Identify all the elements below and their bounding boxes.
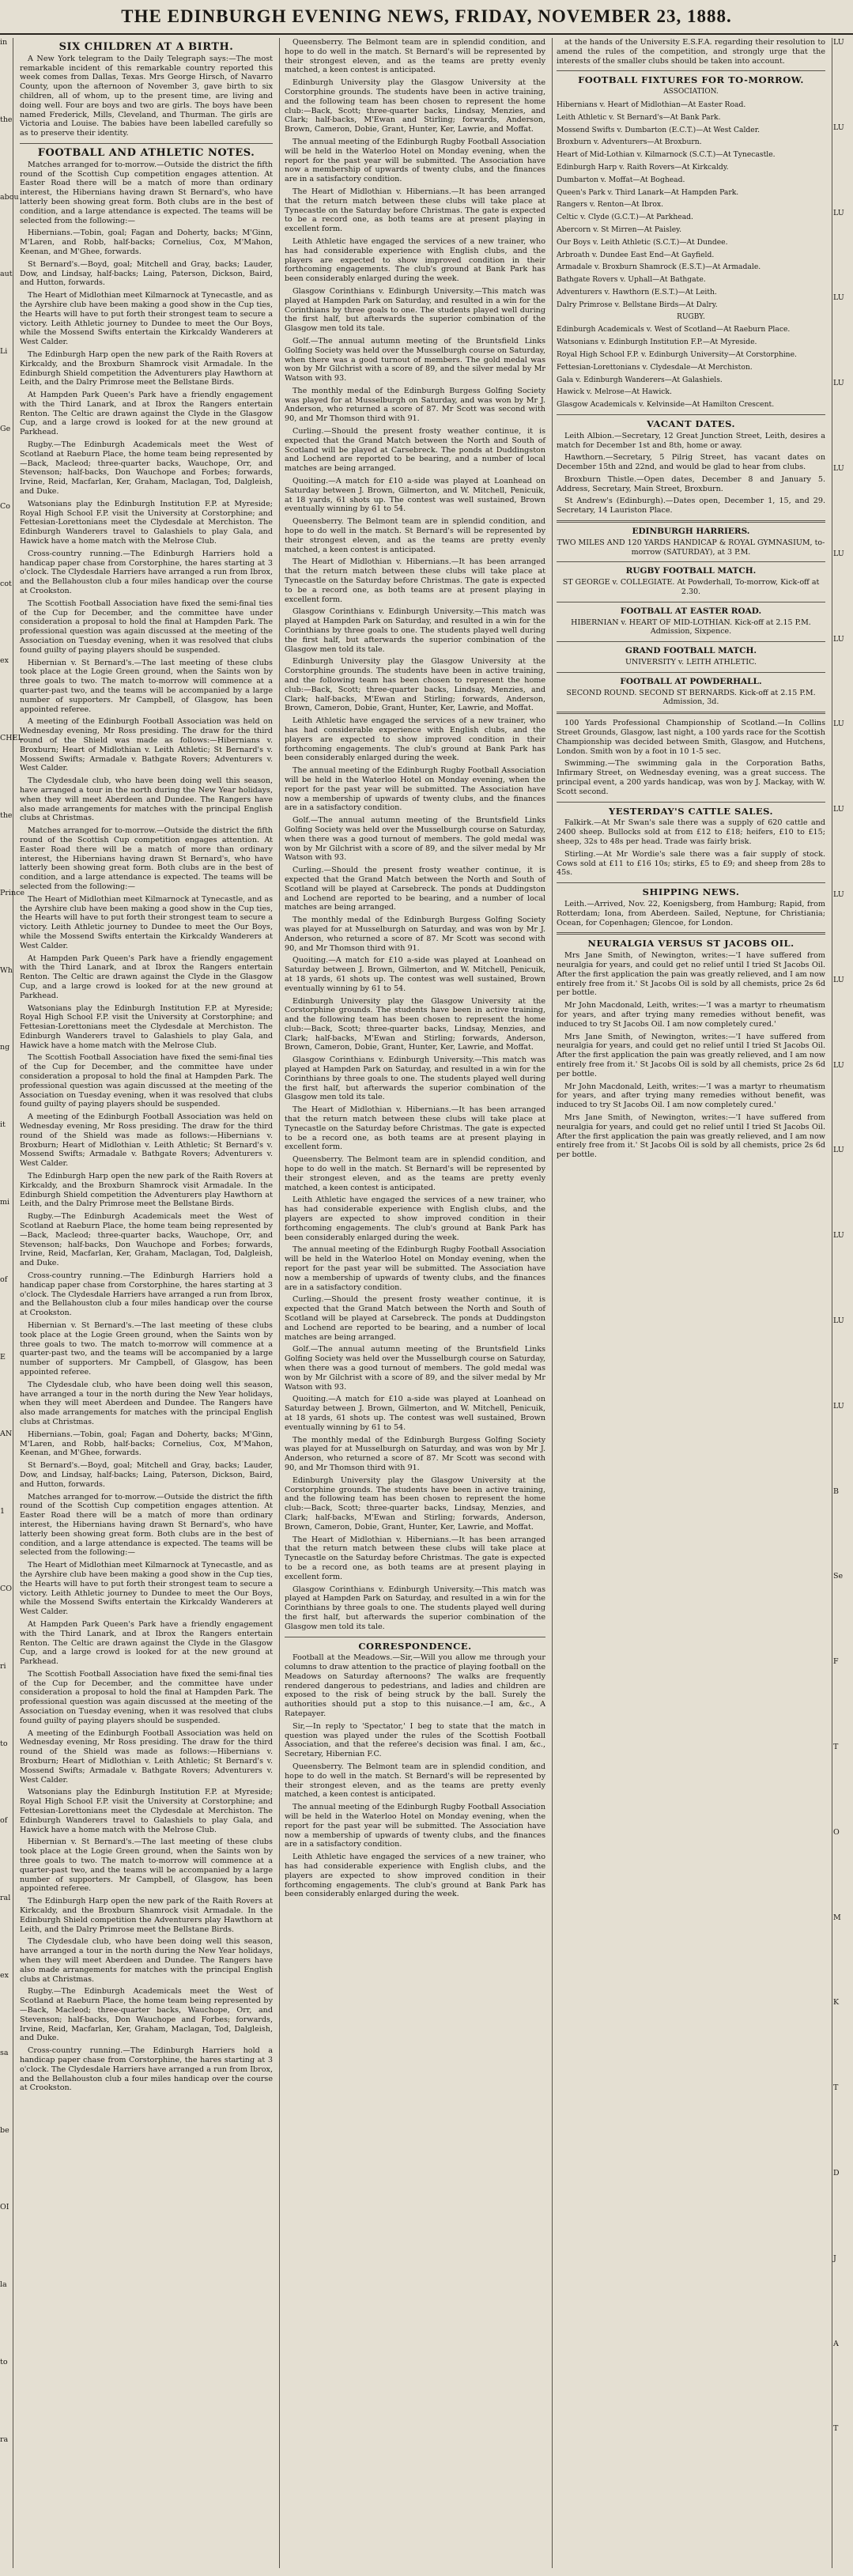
letter-paragraph: Football at the Meadows.—Sir,—Will you allow me through your columns to draw attention to the practice of playing football on the Meadows on Saturday afternoons? The walks are frequently rendered dangerous to pedestrians, and ladies and children are exposed to the risk of being struck by the ball. Surely the authorities should put a stop to this nuisance.—I am, &c., A Ratepayer.	[285, 1653, 545, 1719]
article-paragraph: At Hampden Park Queen's Park have a friendly engagement with the Third Lanark, and at Ibrox the Rangers entertain Renton. The Celtic are drawn against the Clyde in the Glasgow Cup, and a large crowd is looked for at the new ground at Parkhead.	[20, 954, 273, 1000]
rugby-fixture-line: Royal High School F.P. v. Edinburgh University—At Corstorphine.	[557, 349, 797, 359]
article-paragraph: The Heart of Midlothian meet Kilmarnock at Tynecastle, and as the Ayrshire club have been making a good show in the Cup ties, the Hearts will have to put forth their strongest team to secure a victory. Leith Athletic journey to Dundee to meet the Our Boys, while the Mossend Swifts entertain the Kirkcaldy Wanderers at West Calder.	[20, 291, 273, 347]
right-edge-fragment: T	[833, 1742, 839, 1751]
article-paragraph: St Bernard's.—Boyd, goal; Mitchell and Gray, backs; Lauder, Dow, and Lindsay, half-backs; Laing, Paterson, Dickson, Baird, and Hutton, forwards.	[20, 1461, 273, 1489]
headline-neuralgia: NEURALGIA VERSUS ST JACOBS OIL.	[587, 938, 794, 950]
article-paragraph: Glasgow Corinthians v. Edinburgh University.—This match was played at Hampden Park on Saturday, and resulted in a win for the Corinthians by three goals to one. The students played well during the first half, but afterwards the superior combination of the Glasgow men told its tale.	[285, 1585, 545, 1631]
article-paragraph: Watsonians play the Edinburgh Institution F.P. at Myreside; Royal High School F.P. visit the University at Corstorphine; and Fettesian-Lorettonians meet the Clydesdale at Merchiston. The Edinburgh Wanderers travel to Galashiels to play Gala, and Hawick have a home match with the Melrose Club.	[20, 499, 273, 546]
column-2	[285, 38, 553, 2568]
article-paragraph: Queensberry. The Belmont team are in splendid condition, and hope to do well in the match. St Bernard's will be represented by their strongest eleven, and as the teams are pretty evenly matched, a keen contest is anticipated.	[285, 1762, 545, 1800]
article-paragraph: The Heart of Midlothian meet Kilmarnock at Tynecastle, and as the Ayrshire club have been making a good show in the Cup ties, the Hearts will have to put forth their strongest team to secure a victory. Leith Athletic journey to Dundee to meet the Our Boys, while the Mossend Swifts entertain the Kirkcaldy Wanderers at West Calder.	[20, 1561, 273, 1617]
article-paragraph: Quoiting.—A match for £10 a-side was played at Loanhead on Saturday between J. Brown, Gilmerton, and W. Mitchell, Penicuik, at 18 yards, 61 shots up. The contest was well sustained, Brown eventually winning by 61 to 54.	[285, 956, 545, 993]
right-edge-fragment: J	[833, 2253, 836, 2263]
left-edge-fragment: the	[0, 810, 13, 820]
article-paragraph: Leith Athletic have engaged the services of a new trainer, who has had considerable experience with English clubs, and the players are expected to show improved condition in their forthcoming engagements. The club's ground at Bank Park has been considerably enlarged during the week.	[285, 1195, 545, 1242]
divider	[557, 414, 825, 415]
right-edge-fragment: B	[833, 1486, 839, 1496]
rugby-fixtures-list	[557, 325, 825, 410]
advert-paragraph: Mr John Macdonald, Leith, writes:—'I was a martyr to rheumatism for years, and after trying many remedies without benefit, was induced to try St Jacobs Oil. I am now completely cured.'	[557, 1082, 825, 1110]
left-edge-fragment: AN	[0, 1430, 13, 1439]
article-paragraph: Golf.—The annual autumn meeting of the Bruntsfield Links Golfing Society was held over the Musselburgh course on Saturday, when there was a good turnout of members. The gold medal was won by Mr Gilchrist with a score of 89, and the silver medal by Mr Watson with 93.	[285, 816, 545, 863]
left-edge-fragment: ral	[0, 1894, 11, 1903]
right-edge-fragment: LU	[833, 1316, 844, 1325]
fixture-line: Our Boys v. Leith Athletic (S.C.T.)—At Dundee.	[557, 237, 728, 247]
right-edge-fragment: D	[833, 2168, 840, 2178]
article-paragraph: The Edinburgh Harp open the new park of the Raith Rovers at Kirkcaldy, and the Broxburn Shamrock visit Armadale. In the Edinburgh Shield competition the Adventurers play Hawthorn at Leith, and the Dalry Primrose meet the Bellstane Birds.	[20, 349, 273, 387]
article-paragraph: The Heart of Midlothian v. Hibernians.—It has been arranged that the return match between these clubs will take place at Tynecastle on the Saturday before Christmas. The gate is expected to be a record one, as both teams are at present playing in excellent form.	[285, 1535, 545, 1581]
article-paragraph: The annual meeting of the Edinburgh Rugby Football Association will be held in the Waterloo Hotel on Monday evening, when the report for the past year will be submitted. The Association have now a membership of upwards of twenty clubs, and the finances are in a satisfactory condition.	[285, 1245, 545, 1292]
fixture-line: Leith Athletic v. St Bernard's—At Bank Park.	[557, 112, 721, 122]
article-paragraph: At Hampden Park Queen's Park have a friendly engagement with the Third Lanark, and at Ibrox the Rangers entertain Renton. The Celtic are drawn against the Clyde in the Glasgow Cup, and a large crowd is looked for at the new ground at Parkhead.	[20, 391, 273, 437]
headline-football-notes: FOOTBALL AND ATHLETIC NOTES.	[37, 146, 255, 159]
fixture-line: Broxburn v. Adventurers—At Broxburn.	[557, 138, 702, 147]
article-paragraph: Golf.—The annual autumn meeting of the Bruntsfield Links Golfing Society was held over the Musselburgh course on Saturday, when there was a good turnout of members. The gold medal was won by Mr Gilchrist with a score of 89, and the silver medal by Mr Watson with 93.	[285, 1345, 545, 1392]
right-edge-fragment: M	[833, 1913, 841, 1922]
advert-paragraph: Mrs Jane Smith, of Newington, writes:—'I have suffered from neuralgia for years, and could get no relief until I tried St Jacobs Oil. After the first application the pain was greatly relieved, and I am now entirely free from it.' St Jacobs Oil is sold by all chemists, price 2s 6d per bottle.	[557, 951, 825, 998]
left-edge-fragment: abou	[0, 192, 19, 202]
article-paragraph: Matches arranged for to-morrow.—Outside the district the fifth round of the Scottish Cup competition engages attention. At Easter Road there will be a match of more than ordinary interest, the Hibernians having drawn St Bernard's, who have latterly been showing great form. Both clubs are in the best of condition, and a large attendance is expected. The teams will be selected from the following:—	[20, 1492, 273, 1558]
advert-powderhall-title: FOOTBALL AT POWDERHALL.	[620, 676, 762, 686]
right-edge-fragment: LU	[833, 634, 844, 644]
article-paragraph: The annual meeting of the Edinburgh Rugby Football Association will be held in the Waterloo Hotel on Monday evening, when the report for the past year will be submitted. The Association have now a membership of upwards of twenty clubs, and the finances are in a satisfactory condition.	[285, 766, 545, 813]
right-edge-fragment: T	[833, 2083, 839, 2093]
rugby-fixture-line: Glasgow Academicals v. Kelvinside—At Hamilton Crescent.	[557, 400, 775, 410]
article-paragraph: at the hands of the University E.S.F.A. regarding their resolution to amend the rules of the competition, and strongly urge that the interests of the smaller clubs should be taken into account.	[557, 38, 825, 66]
article-paragraph: Curling.—Should the present frosty weather continue, it is expected that the Grand Match between the North and South of Scotland will be played at Carsebreck. The ponds at Duddingston and Lochend are reported to be bearing, and a number of local matches are being arranged.	[285, 1295, 545, 1342]
left-edge-fragment: Prince	[0, 888, 25, 897]
article-paragraph: St Bernard's.—Boyd, goal; Mitchell and Gray, backs; Lauder, Dow, and Lindsay, half-backs; Laing, Paterson, Dickson, Baird, and Hutton, forwards.	[20, 259, 273, 288]
article-paragraph: Cross-country running.—The Edinburgh Harriers hold a handicap paper chase from Corstorphine, the hares starting at 3 o'clock. The Clydesdale Harriers have arranged a run from Ibrox, and the Bellahouston club a four miles handicap over the course at Crookston.	[20, 549, 273, 596]
left-edge-fragment: ex	[0, 1970, 9, 1980]
left-edge-fragment: ex	[0, 656, 9, 666]
advert-rugby-title: RUGBY FOOTBALL MATCH.	[625, 566, 757, 576]
right-edge-fragment: LU	[833, 1146, 844, 1155]
divider	[557, 561, 825, 562]
right-edge-fragment: LU	[833, 1231, 844, 1241]
article-paragraph: The Clydesdale club, who have been doing well this season, have arranged a tour in the north during the New Year holidays, when they will meet Aberdeen and Dundee. The Rangers have also made arrangements for matches with the principal English clubs at Christmas.	[20, 1380, 273, 1426]
article-paragraph: Glasgow Corinthians v. Edinburgh University.—This match was played at Hampden Park on Saturday, and resulted in a win for the Corinthians by three goals to one. The students played well during the first half, but afterwards the superior combination of the Glasgow men told its tale.	[285, 1056, 545, 1102]
headline-shipping: SHIPPING NEWS.	[642, 886, 740, 898]
masthead	[0, 0, 853, 35]
advert-paragraph: Mrs Jane Smith, of Newington, writes:—'I have suffered from neuralgia for years, and could get no relief until I tried St Jacobs Oil. After the first application the pain was greatly relieved, and I am now entirely free from it.' St Jacobs Oil is sold by all chemists, price 2s 6d per bottle.	[557, 1032, 825, 1078]
right-edge-fragment: T	[833, 2424, 839, 2434]
divider	[557, 641, 825, 642]
article-paragraph: The Clydesdale club, who have been doing well this season, have arranged a tour in the north during the New Year holidays, when they will meet Aberdeen and Dundee. The Rangers have also made arrangements for matches with the principal English clubs at Christmas.	[20, 776, 273, 823]
right-edge-fragment: F	[833, 1657, 839, 1667]
fixture-line: Mossend Swifts v. Dumbarton (E.C.T.)—At West Calder.	[557, 125, 761, 134]
article-paragraph: Glasgow Corinthians v. Edinburgh University.—This match was played at Hampden Park on Saturday, and resulted in a win for the Corinthians by three goals to one. The students played well during the first half, but afterwards the superior combination of the Glasgow men told its tale.	[285, 286, 545, 334]
article-paragraph: Quoiting.—A match for £10 a-side was played at Loanhead on Saturday between J. Brown, Gilmerton, and W. Mitchell, Penicuik, at 18 yards, 61 shots up. The contest was well sustained, Brown eventually winning by 61 to 54.	[285, 1395, 545, 1432]
right-edge-fragment: A	[833, 2339, 839, 2348]
left-edge-fragment: CO	[0, 1584, 13, 1593]
left-edge-fragment: to	[0, 2357, 8, 2366]
left-edge-fragment: 1	[0, 1507, 6, 1517]
article-paragraph: Cross-country running.—The Edinburgh Harriers hold a handicap paper chase from Corstorphine, the hares starting at 3 o'clock. The Clydesdale Harriers have arranged a run from Ibrox, and the Bellahouston club a four miles handicap over the course at Crookston.	[20, 1271, 273, 1318]
article-paragraph: Stirling.—At Mr Wordie's sale there was a fair supply of stock. Cows sold at £11 to £16 10s; stirks, £5 to £9; and sheep from 28s to 45s.	[557, 849, 825, 878]
right-edge-fragment: LU	[833, 1401, 844, 1411]
fixture-line: Dalry Primrose v. Bellstane Birds—At Dalry.	[557, 300, 718, 309]
column-1	[20, 38, 280, 2568]
left-edge-fragment: Co	[0, 501, 10, 511]
article-paragraph: Watsonians play the Edinburgh Institution F.P. at Myreside; Royal High School F.P. visit the University at Corstorphine; and Fettesian-Lorettonians meet the Clydesdale at Merchiston. The Edinburgh Wanderers travel to Galashiels to play Gala, and Hawick have a home match with the Melrose Club.	[20, 1003, 273, 1050]
article-paragraph: 100 Yards Professional Championship of Scotland.—In Collins Street Grounds, Glasgow, last night, a 100 yards race for the Scottish Championship was decided between Smith, Glasgow, and Hutchens, London. Smith won by a foot in 10 1-5 sec.	[557, 719, 825, 756]
headline-fixtures: FOOTBALL FIXTURES FOR TO-MORROW.	[578, 74, 804, 86]
left-edge-fragment: to	[0, 1739, 8, 1748]
advert-grand-match-title: GRAND FOOTBALL MATCH.	[625, 646, 757, 656]
article-paragraph: Edinburgh University play the Glasgow University at the Corstorphine grounds. The students have been in active training, and the following team has been chosen to represent the home club:—Back, Scott; three-quarter backs, Lindsay, Menzies, and Clark; half-backs, M'Ewan and Stirling; forwards, Anderson, Brown, Cameron, Dobie, Grant, Hunter, Ker, Lawrie, and Moffat.	[285, 1475, 545, 1532]
article-paragraph: Queensberry. The Belmont team are in splendid condition, and hope to do well in the match. St Bernard's will be represented by their strongest eleven, and as the teams are pretty evenly matched, a keen contest is anticipated.	[285, 38, 545, 75]
article-paragraph: Queensberry. The Belmont team are in splendid condition, and hope to do well in the match. St Bernard's will be represented by their strongest eleven, and as the teams are pretty evenly matched, a keen contest is anticipated.	[285, 1155, 545, 1192]
divider	[557, 802, 825, 803]
article-paragraph: The annual meeting of the Edinburgh Rugby Football Association will be held in the Waterloo Hotel on Monday evening, when the report for the past year will be submitted. The Association have now a membership of upwards of twenty clubs, and the finances are in a satisfactory condition.	[285, 137, 545, 184]
article-paragraph: Matches arranged for to-morrow.—Outside the district the fifth round of the Scottish Cup competition engages attention. At Easter Road there will be a match of more than ordinary interest, the Hibernians having drawn St Bernard's, who have latterly been showing great form. Both clubs are in the best of condition, and a large attendance is expected. The teams will be selected from the following:—	[20, 160, 273, 225]
article-paragraph: A meeting of the Edinburgh Football Association was held on Wednesday evening, Mr Ross presiding. The draw for the third round of the Shield was made as follows:—Hibernians v. Broxburn; Heart of Midlothian v. Leith Athletic; St Bernard's v. Mossend Swifts; Armadale v. Bathgate Rovers; Adventurers v. West Calder.	[20, 1112, 273, 1169]
article-paragraph: Leith Albion.—Secretary, 12 Great Junction Street, Leith, desires a match for December 1st and 8th, home or away.	[557, 431, 825, 450]
left-edge-fragment: E	[0, 1352, 6, 1362]
left-edge-column	[0, 38, 25, 2568]
right-edge-fragment: LU	[833, 208, 844, 217]
article-paragraph: Queensberry. The Belmont team are in splendid condition, and hope to do well in the match. St Bernard's will be represented by their strongest eleven, and as the teams are pretty evenly matched, a keen contest is anticipated.	[285, 517, 545, 554]
fixture-line: Rangers v. Renton—At Ibrox.	[557, 200, 664, 210]
advert-easter-road-text: HIBERNIAN v. HEART OF MID-LOTHIAN. Kick-off at 2.15 P.M. Admission, Sixpence.	[571, 618, 811, 636]
article-paragraph: A meeting of the Edinburgh Football Association was held on Wednesday evening, Mr Ross presiding. The draw for the third round of the Shield was made as follows:—Hibernians v. Broxburn; Heart of Midlothian v. Leith Athletic; St Bernard's v. Mossend Swifts; Armadale v. Bathgate Rovers; Adventurers v. West Calder.	[20, 717, 273, 773]
advert-harriers-text: TWO MILES AND 120 YARDS HANDICAP & ROYAL GYMNASIUM, to-morrow (SATURDAY), at 3 P.M.	[557, 538, 825, 557]
fixture-line: Abercorn v. St Mirren—At Paisley.	[557, 225, 682, 234]
article-paragraph: Curling.—Should the present frosty weather continue, it is expected that the Grand Match between the North and South of Scotland will be played at Carsebreck. The ponds at Duddingston and Lochend are reported to be bearing, and a number of local matches are being arranged.	[285, 427, 545, 474]
headline-correspondence: CORRESPONDENCE.	[358, 1640, 472, 1652]
fixtures-subhead-association: ASSOCIATION.	[663, 88, 719, 96]
article-paragraph: Falkirk.—At Mr Swan's sale there was a supply of 620 cattle and 2400 sheep. Bullocks sold at from £12 to £18; heifers, £10 to £15; sheep, 32s to 48s per head. Trade was fairly brisk.	[557, 818, 825, 846]
headline-vacant-dates: VACANT DATES.	[646, 417, 736, 429]
article-paragraph: Leith Athletic have engaged the services of a new trainer, who has had considerable experience with English clubs, and the players are expected to show improved condition in their forthcoming engagements. The club's ground at Bank Park has been considerably enlarged during the week.	[285, 236, 545, 284]
left-edge-fragment: ra	[0, 2434, 9, 2444]
article-paragraph: The Heart of Midlothian v. Hibernians.—It has been arranged that the return match between these clubs will take place at Tynecastle on the Saturday before Christmas. The gate is expected to be a record one, as both teams are at present playing in excellent form.	[285, 187, 545, 234]
right-edge-column	[833, 38, 853, 2568]
advert-paragraph: Mr John Macdonald, Leith, writes:—'I was a martyr to rheumatism for years, and after trying many remedies without benefit, was induced to try St Jacobs Oil. I am now completely cured.'	[557, 1001, 825, 1029]
rugby-fixture-line: Watsonians v. Edinburgh Institution F.P.—At Myreside.	[557, 338, 757, 347]
advert-grand-match-text: UNIVERSITY v. LEITH ATHLETIC.	[625, 658, 757, 667]
right-edge-fragment: Se	[833, 1572, 844, 1581]
headline-cattle-sales: YESTERDAY'S CATTLE SALES.	[608, 805, 773, 817]
advert-easter-road-title: FOOTBALL AT EASTER ROAD.	[620, 606, 762, 616]
article-paragraph: At Hampden Park Queen's Park have a friendly engagement with the Third Lanark, and at Ibrox the Rangers entertain Renton. The Celtic are drawn against the Clyde in the Glasgow Cup, and a large crowd is looked for at the new ground at Parkhead.	[20, 1619, 273, 1667]
left-edge-fragment: ri	[0, 1661, 6, 1671]
rugby-fixture-line: Fettesian-Lorettonians v. Clydesdale—At Merchiston.	[557, 362, 753, 372]
article-paragraph: Hibernians.—Tobin, goal; Fagan and Doherty, backs; M'Ginn, M'Laren, and Robb, half-backs; Cornelius, Cox, M'Mahon, Keenan, and M'Ghee, forwards.	[20, 1430, 273, 1458]
article-paragraph: Rugby.—The Edinburgh Academicals meet the West of Scotland at Raeburn Place, the home team being represented by—Back, Macleod; three-quarter backs, Wauchope, Orr, and Stevenson; half-backs, Don Wauchope and Forbes; forwards, Irvine, Reid, Macfarlan, Ker, Graham, Maclagan, Tod, Dalgleish, and Duke.	[20, 440, 273, 497]
article-paragraph: The annual meeting of the Edinburgh Rugby Football Association will be held in the Waterloo Hotel on Monday evening, when the report for the past year will be submitted. The Association have now a membership of upwards of twenty clubs, and the finances are in a satisfactory condition.	[285, 1803, 545, 1849]
article-paragraph: Leith Athletic have engaged the services of a new trainer, who has had considerable experience with English clubs, and the players are expected to show improved condition in their forthcoming engagements. The club's ground at Bank Park has been considerably enlarged during the week.	[285, 1853, 545, 1899]
letter-paragraph: Sir,—In reply to 'Spectator,' I beg to state that the match in question was played under the rules of the Scottish Football Association, and that the referee's decision was final. I am, &c., Secretary, Hibernian F.C.	[285, 1721, 545, 1759]
article-paragraph: Golf.—The annual autumn meeting of the Bruntsfield Links Golfing Society was held over the Musselburgh course on Saturday, when there was a good turnout of members. The gold medal was won by Mr Gilchrist with a score of 89, and the silver medal by Mr Watson with 93.	[285, 336, 545, 383]
right-edge-fragment: LU	[833, 720, 844, 729]
article-paragraph: The Heart of Midlothian meet Kilmarnock at Tynecastle, and as the Ayrshire club have been making a good show in the Cup ties, the Hearts will have to put forth their strongest team to secure a victory. Leith Athletic journey to Dundee to meet the Our Boys, while the Mossend Swifts entertain the Kirkcaldy Wanderers at West Calder.	[20, 894, 273, 950]
article-paragraph: The Edinburgh Harp open the new park of the Raith Rovers at Kirkcaldy, and the Broxburn Shamrock visit Armadale. In the Edinburgh Shield competition the Adventurers play Hawthorn at Leith, and the Dalry Primrose meet the Bellstane Birds.	[20, 1172, 273, 1209]
fixture-line: Celtic v. Clyde (G.C.T.)—At Parkhead.	[557, 213, 693, 222]
advert-harriers-title: EDINBURGH HARRIERS.	[632, 527, 750, 537]
left-edge-fragment: sa	[0, 2048, 9, 2057]
left-edge-fragment: cot	[0, 579, 12, 588]
left-edge-fragment: Wh	[0, 965, 13, 975]
right-edge-fragment: LU	[833, 975, 844, 984]
article-paragraph: Curling.—Should the present frosty weather continue, it is expected that the Grand Match between the North and South of Scotland will be played at Carsebreck. The ponds at Duddingston and Lochend are reported to be bearing, and a number of local matches are being arranged.	[285, 866, 545, 912]
fixtures-subhead-rugby: RUGBY.	[677, 312, 705, 321]
fixture-line: Hibernians v. Heart of Midlothian—At Easter Road.	[557, 100, 746, 109]
fixture-line: Bathgate Rovers v. Uphall—At Bathgate.	[557, 275, 706, 285]
article-paragraph: Hibernian v. St Bernard's.—The last meeting of these clubs took place at the Logie Green ground, when the Saints won by three goals to two. The match to-morrow will commence at a quarter-past two, and the teams will be accompanied by a large number of supporters. Mr Campbell, of Glasgow, has been appointed referee.	[20, 658, 273, 714]
left-edge-fragment: in	[0, 38, 8, 47]
divider	[557, 672, 825, 673]
fixture-line: Queen's Park v. Third Lanark—At Hampden Park.	[557, 187, 739, 197]
fixture-line: Armadale v. Broxburn Shamrock (E.S.T.)—At Armadale.	[557, 263, 761, 272]
article-paragraph: The Edinburgh Harp open the new park of the Raith Rovers at Kirkcaldy, and the Broxburn Shamrock visit Armadale. In the Edinburgh Shield competition the Adventurers play Hawthorn at Leith, and the Dalry Primrose meet the Bellstane Birds.	[20, 1897, 273, 1934]
article-paragraph: The monthly medal of the Edinburgh Burgess Golfing Society was played for at Musselburgh on Saturday, and was won by Mr J. Anderson, who returned a score of 87. Mr Scott was second with 90, and Mr Thomson third with 91.	[285, 386, 545, 424]
left-edge-fragment: it	[0, 1120, 6, 1130]
article-paragraph: The Scottish Football Association have fixed the semi-final ties of the Cup for December, and the committee have under consideration a proposal to hold the final at Hampden Park. The professional question was again discussed at the meeting of the Association on Tuesday evening, when it was resolved that clubs found guilty of paying players should be suspended.	[20, 599, 273, 655]
advert-rugby-text: ST GEORGE v. COLLEGIATE. At Powderhall, To-morrow, Kick-off at 2.30.	[562, 578, 820, 597]
right-edge-fragment: LU	[833, 123, 844, 132]
article-paragraph: Swimming.—The swimming gala in the Corporation Baths, Infirmary Street, on Wednesday evening, was a great success. The principal event, a 200 yards handicap, was won by J. Mackay, with W. Scott second.	[557, 759, 825, 796]
rugby-fixture-line: Gala v. Edinburgh Wanderers—At Galashiels.	[557, 375, 723, 384]
article-paragraph: Hibernian v. St Bernard's.—The last meeting of these clubs took place at the Logie Green ground, when the Saints won by three goals to two. The match to-morrow will commence at a quarter-past two, and the teams will be accompanied by a large number of supporters. Mr Campbell, of Glasgow, has been appointed referee.	[20, 1321, 273, 1377]
left-edge-fragment: aut	[0, 270, 13, 279]
article-paragraph: Rugby.—The Edinburgh Academicals meet the West of Scotland at Raeburn Place, the home team being represented by—Back, Macleod; three-quarter backs, Wauchope, Orr, and Stevenson; half-backs, Don Wauchope and Forbes; forwards, Irvine, Reid, Macfarlan, Ker, Graham, Maclagan, Tod, Dalgleish, and Duke.	[20, 1987, 273, 2043]
left-edge-fragment: of	[0, 1275, 8, 1284]
headline-six-children: SIX CHILDREN AT A BIRTH.	[59, 41, 234, 53]
article-paragraph: St Andrew's (Edinburgh).—Dates open, December 1, 15, and 29. Secretary, 14 Lauriston Place.	[557, 497, 825, 516]
advert-powderhall-text: SECOND ROUND. SECOND ST BERNARDS. Kick-off at 2.15 P.M. Admission, 3d.	[566, 688, 816, 707]
article-paragraph: Hawthorn.—Secretary, 5 Pilrig Street, has vacant dates on December 15th and 22nd, and would be glad to hear from clubs.	[557, 453, 825, 472]
article-paragraph: The Scottish Football Association have fixed the semi-final ties of the Cup for December, and the committee have under consideration a proposal to hold the final at Hampden Park. The professional question was again discussed at the meeting of the Association on Tuesday evening, when it was resolved that clubs found guilty of paying players should be suspended.	[20, 1669, 273, 1725]
article-paragraph: Cross-country running.—The Edinburgh Harriers hold a handicap paper chase from Corstorphine, the hares starting at 3 o'clock. The Clydesdale Harriers have arranged a run from Ibrox, and the Bellahouston club a four miles handicap over the course at Crookston.	[20, 2046, 273, 2093]
article-paragraph: Broxburn Thistle.—Open dates, December 8 and January 5. Address, Secretary, Main Street, Broxburn.	[557, 474, 825, 493]
article-paragraph: Hibernian v. St Bernard's.—The last meeting of these clubs took place at the Logie Green ground, when the Saints won by three goals to two. The match to-morrow will commence at a quarter-past two, and the teams will be accompanied by a large number of supporters. Mr Campbell, of Glasgow, has been appointed referee.	[20, 1838, 273, 1894]
article-paragraph: Leith Athletic have engaged the services of a new trainer, who has had considerable experience with English clubs, and the players are expected to show improved condition in their forthcoming engagements. The club's ground at Bank Park has been considerably enlarged during the week.	[285, 716, 545, 763]
right-edge-fragment: LU	[833, 1060, 844, 1070]
divider	[557, 932, 825, 935]
article-paragraph: A meeting of the Edinburgh Football Association was held on Wednesday evening, Mr Ross presiding. The draw for the third round of the Shield was made as follows:—Hibernians v. Broxburn; Heart of Midlothian v. Leith Athletic; St Bernard's v. Mossend Swifts; Armadale v. Bathgate Rovers; Adventurers v. West Calder.	[20, 1728, 273, 1785]
article-paragraph: The monthly medal of the Edinburgh Burgess Golfing Society was played for at Musselburgh on Saturday, and was won by Mr J. Anderson, who returned a score of 87. Mr Scott was second with 90, and Mr Thomson third with 91.	[285, 1435, 545, 1472]
article-paragraph: The Heart of Midlothian v. Hibernians.—It has been arranged that the return match between these clubs will take place at Tynecastle on the Saturday before Christmas. The gate is expected to be a record one, as both teams are at present playing in excellent form.	[285, 1105, 545, 1152]
article-paragraph: Glasgow Corinthians v. Edinburgh University.—This match was played at Hampden Park on Saturday, and resulted in a win for the Corinthians by three goals to one. The students played well during the first half, but afterwards the superior combination of the Glasgow men told its tale.	[285, 607, 545, 654]
right-edge-fragment: LU	[833, 890, 844, 899]
article-paragraph: A New York telegram to the Daily Telegraph says:—The most remarkable incident of this remarkable country reported this week comes from Dallas, Texas. Mrs George Hirsch, of Navarro County, upon the afternoon of November 3, gave birth to six children, all of whom, up to the present time, are living and doing well. Four are boys and two are girls. The boys have been named Frederick, Mills, Cleveland, and Thurman. The girls are Victoria and Louise. The babies have been labelled carefully so as to preserve their identity.	[20, 54, 273, 138]
article-paragraph: Edinburgh University play the Glasgow University at the Corstorphine grounds. The students have been in active training, and the following team has been chosen to represent the home club:—Back, Scott; three-quarter backs, Lindsay, Menzies, and Clark; half-backs, M'Ewan and Stirling; forwards, Anderson, Brown, Cameron, Dobie, Grant, Hunter, Ker, Lawrie, and Moffat.	[285, 657, 545, 713]
right-edge-fragment: O	[833, 1827, 840, 1837]
article-paragraph: Quoiting.—A match for £10 a-side was played at Loanhead on Saturday between J. Brown, Gilmerton, and W. Mitchell, Penicuik, at 18 yards, 61 shots up. The contest was well sustained, Brown eventually winning by 61 to 54.	[285, 477, 545, 514]
masthead-title: THE EDINBURGH EVENING NEWS, FRIDAY, NOVEMBER 23, 1888.	[121, 6, 732, 26]
article-paragraph: The monthly medal of the Edinburgh Burgess Golfing Society was played for at Musselburgh on Saturday, and was won by Mr J. Anderson, who returned a score of 87. Mr Scott was second with 90, and Mr Thomson third with 91.	[285, 916, 545, 953]
left-edge-fragment: be	[0, 2125, 9, 2135]
left-edge-fragment: of	[0, 1816, 8, 1826]
article-paragraph: Rugby.—The Edinburgh Academicals meet the West of Scotland at Raeburn Place, the home team being represented by—Back, Macleod; three-quarter backs, Wauchope, Orr, and Stevenson; half-backs, Don Wauchope and Forbes; forwards, Irvine, Reid, Macfarlan, Ker, Graham, Maclagan, Tod, Dalgleish, and Duke.	[20, 1212, 273, 1268]
left-edge-fragment: ng	[0, 1043, 10, 1052]
left-edge-fragment: Li	[0, 347, 8, 357]
right-edge-fragment: LU	[833, 379, 844, 388]
divider	[557, 712, 825, 714]
right-edge-fragment: LU	[833, 463, 844, 473]
divider	[20, 143, 273, 144]
article-paragraph: Hibernians.—Tobin, goal; Fagan and Doherty, backs; M'Ginn, M'Laren, and Robb, half-backs; Cornelius, Cox, M'Mahon, Keenan, and M'Ghee, forwards.	[20, 229, 273, 256]
article-paragraph: Matches arranged for to-morrow.—Outside the district the fifth round of the Scottish Cup competition engages attention. At Easter Road there will be a match of more than ordinary interest, the Hibernians having drawn St Bernard's, who have latterly been showing great form. Both clubs are in the best of condition, and a large attendance is expected. The teams will be selected from the following:—	[20, 826, 273, 891]
article-paragraph: The Clydesdale club, who have been doing well this season, have arranged a tour in the north during the New Year holidays, when they will meet Aberdeen and Dundee. The Rangers have also made arrangements for matches with the principal English clubs at Christmas.	[20, 1937, 273, 1984]
rugby-fixture-line: Edinburgh Academicals v. West of Scotland—At Raeburn Place.	[557, 325, 791, 334]
article-paragraph: Watsonians play the Edinburgh Institution F.P. at Myreside; Royal High School F.P. visit the University at Corstorphine; and Fettesian-Lorettonians meet the Clydesdale at Merchiston. The Edinburgh Wanderers travel to Galashiels to play Gala, and Hawick have a home match with the Melrose Club.	[20, 1788, 273, 1834]
left-edge-fragment: OI	[0, 2203, 9, 2212]
fixtures-list	[557, 100, 825, 310]
fixture-line: Heart of Mid-Lothian v. Kilmarnock (S.C.T.)—At Tynecastle.	[557, 150, 776, 160]
right-edge-fragment: LU	[833, 293, 844, 303]
fixture-line: Adventurers v. Hawthorn (E.S.T.)—At Leith.	[557, 287, 717, 297]
article-paragraph: The Heart of Midlothian v. Hibernians.—It has been arranged that the return match between these clubs will take place at Tynecastle on the Saturday before Christmas. The gate is expected to be a record one, as both teams are at present playing in excellent form.	[285, 557, 545, 604]
fixture-line: Arbroath v. Dundee East End—At Gayfield.	[557, 250, 715, 259]
right-edge-fragment: LU	[833, 805, 844, 814]
divider	[557, 520, 825, 523]
advert-paragraph: Mrs Jane Smith, of Newington, writes:—'I have suffered from neuralgia for years, and could get no relief until I tried St Jacobs Oil. After the first application the pain was greatly relieved, and I am now entirely free from it.' St Jacobs Oil is sold by all chemists, price 2s 6d per bottle.	[557, 1112, 825, 1160]
article-paragraph: Leith.—Arrived, Nov. 22, Koenigsberg, from Hamburg; Rapid, from Rotterdam; Iona, from Aberdeen. Sailed, Neptune, for Christiania; Ocean, for Copenhagen; Glencoe, for London.	[557, 899, 825, 927]
right-edge-fragment: K	[833, 1998, 840, 2008]
divider	[557, 882, 825, 883]
article-paragraph: Edinburgh University play the Glasgow University at the Corstorphine grounds. The students have been in active training, and the following team has been chosen to represent the home club:—Back, Scott; three-quarter backs, Lindsay, Menzies, and Clark; half-backs, M'Ewan and Stirling; forwards, Anderson, Brown, Cameron, Dobie, Grant, Hunter, Ker, Lawrie, and Moffat.	[285, 996, 545, 1052]
article-paragraph: Edinburgh University play the Glasgow University at the Corstorphine grounds. The students have been in active training, and the following team has been chosen to represent the home club:—Back, Scott; three-quarter backs, Lindsay, Menzies, and Clark; half-backs, M'Ewan and Stirling; forwards, Anderson, Brown, Cameron, Dobie, Grant, Hunter, Ker, Lawrie, and Moffat.	[285, 78, 545, 134]
right-edge-fragment: LU	[833, 549, 844, 558]
left-edge-fragment: CHEL	[0, 734, 23, 743]
left-edge-fragment: la	[0, 2280, 7, 2290]
divider	[557, 70, 825, 71]
fixture-line: Dumbarton v. Moffat—At Boghead.	[557, 175, 685, 184]
column-3	[557, 38, 832, 2568]
left-edge-fragment: Ge	[0, 424, 11, 433]
rugby-fixture-line: Hawick v. Melrose—At Hawick.	[557, 387, 672, 397]
article-paragraph: The Scottish Football Association have fixed the semi-final ties of the Cup for December, and the committee have under consideration a proposal to hold the final at Hampden Park. The professional question was again discussed at the meeting of the Association on Tuesday evening, when it was resolved that clubs found guilty of paying players should be suspended.	[20, 1053, 273, 1109]
left-edge-fragment: the	[0, 115, 13, 124]
left-edge-fragment: mi	[0, 1197, 10, 1207]
fixture-line: Edinburgh Harp v. Raith Rovers—At Kirkcaldy.	[557, 162, 729, 172]
right-edge-fragment: LU	[833, 38, 844, 47]
